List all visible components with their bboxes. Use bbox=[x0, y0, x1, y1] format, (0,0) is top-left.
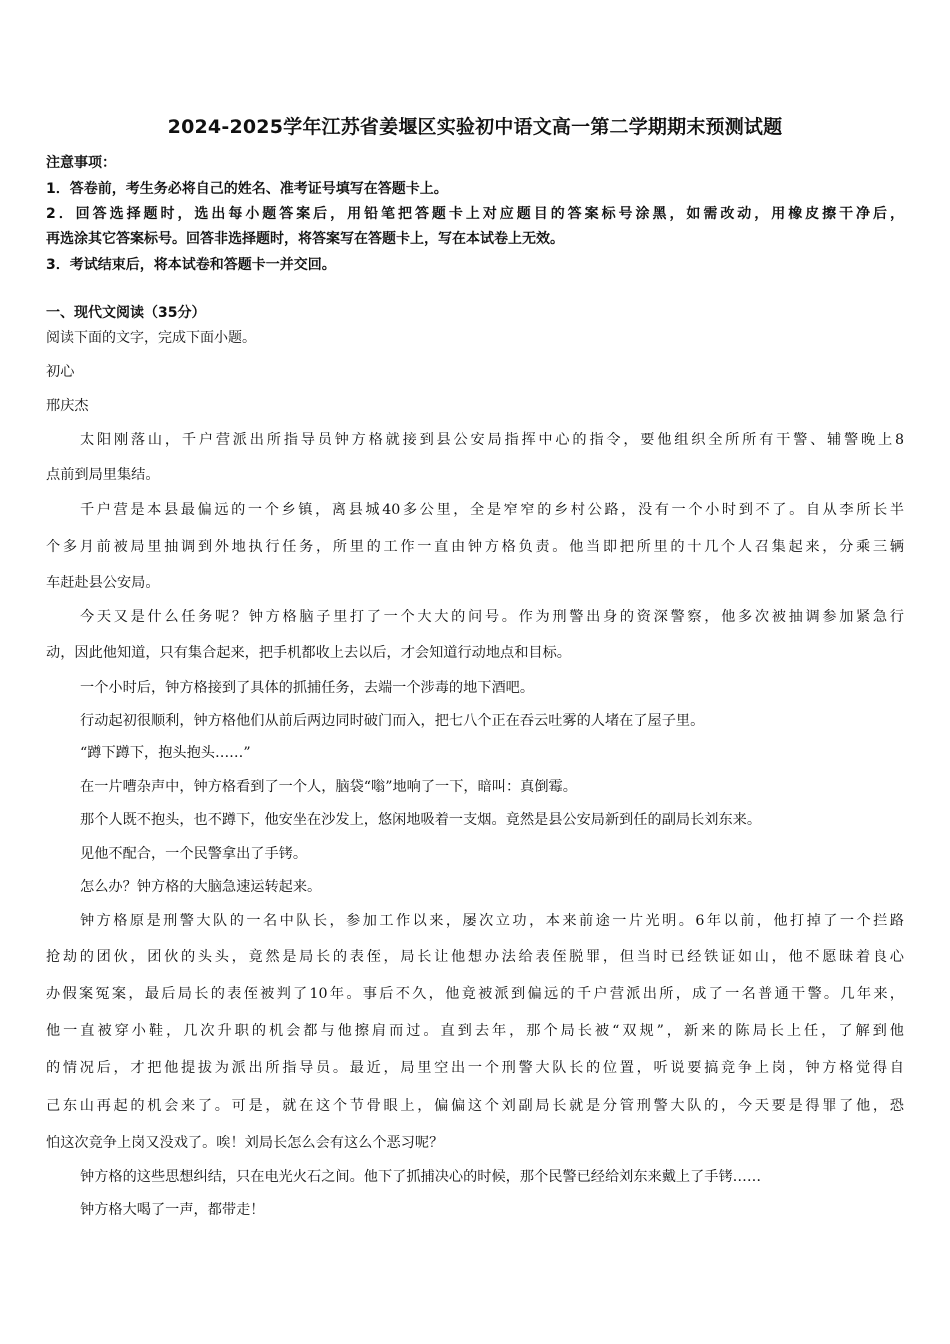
notice-item-2-continued: 再选涂其它答案标号。回答非选择题时，将答案写在答题卡上，写在本试卷上无效。 bbox=[46, 231, 564, 247]
text-line: 见他不配合，一个民警拿出了手铐。 bbox=[80, 846, 308, 862]
text-line: 太阳刚落山，千户营派出所指导员钟方格就接到县公安局指挥中心的指令，要他组织全所所有干警、辅警晚上8 bbox=[80, 432, 904, 448]
section-instruction: 阅读下面的文字，完成下面小题。 bbox=[46, 330, 256, 346]
text-line: 个多月前被局里抽调到外地执行任务，所里的工作一直由钟方格负责。他当即把所里的十几个人召集起来，分乘三辆 bbox=[46, 539, 904, 555]
text-line: “蹲下蹲下，抱头抱头……” bbox=[80, 745, 251, 761]
text-line: 千户营是本县最偏远的一个乡镇，离县城40多公里，全是窄窄的乡村公路，没有一个小时到不了。自从李所长半 bbox=[80, 502, 904, 518]
text-line: 怕这次竞争上岗又没戏了。唉！刘局长怎么会有这么个恶习呢？ bbox=[46, 1135, 444, 1151]
text-line: 在一片嘈杂声中，钟方格看到了一个人，脑袋“嗡”地响了一下，暗叫：真倒霉。 bbox=[80, 779, 577, 795]
text-line: 点前到局里集结。 bbox=[46, 467, 160, 483]
text-line: 的情况后，才把他提拔为派出所指导员。最近，局里空出一个刑警大队长的位置，听说要搞竞争上岗，钟方格觉得自 bbox=[46, 1060, 904, 1076]
text-line: 己东山再起的机会来了。可是，就在这个节骨眼上，偏偏这个刘副局长就是分管刑警大队的，今天要是得罪了他，恐 bbox=[46, 1098, 904, 1114]
text-line: 怎么办？钟方格的大脑急速运转起来。 bbox=[80, 879, 322, 895]
section-heading: 一、现代文阅读（35分） bbox=[46, 305, 206, 321]
text-line: 一个小时后，钟方格接到了具体的抓捕任务，去端一个涉毒的地下酒吧。 bbox=[80, 680, 535, 696]
notice-item-2: 2．回答选择题时，选出每小题答案后，用铅笔把答题卡上对应题目的答案标号涂黑，如需改动，用橡皮擦干净后， bbox=[46, 206, 904, 222]
notice-item-1: 1．答卷前，考生务必将自己的姓名、准考证号填写在答题卡上。 bbox=[46, 181, 448, 197]
text-line: 车赶赴县公安局。 bbox=[46, 575, 160, 591]
notice-item-3: 3．考试结束后，将本试卷和答题卡一并交回。 bbox=[46, 257, 336, 273]
text-line: 今天又是什么任务呢？钟方格脑子里打了一个大大的问号。作为刑警出身的资深警察，他多次被抽调参加紧急行 bbox=[80, 609, 904, 625]
text-line: 行动起初很顺利，钟方格他们从前后两边同时破门而入，把七八个正在吞云吐雾的人堵在了屋子里。 bbox=[80, 713, 705, 729]
story-title: 初心 bbox=[46, 364, 75, 380]
story-author: 邢庆杰 bbox=[46, 398, 89, 414]
text-line: 办假案冤案，最后局长的表侄被判了10年。事后不久，他竟被派到偏远的千户营派出所，成了一名普通干警。几年来， bbox=[46, 986, 904, 1002]
document-title: 2024-2025学年江苏省姜堰区实验初中语文高一第二学期期末预测试题 bbox=[167, 116, 783, 138]
notice-heading: 注意事项： bbox=[46, 155, 116, 171]
text-line: 他一直被穿小鞋，几次升职的机会都与他擦肩而过。直到去年，那个局长被“双规”，新来的陈局长上任，了解到他 bbox=[46, 1023, 904, 1039]
text-line: 动，因此他知道，只有集合起来，把手机都收上去以后，才会知道行动地点和目标。 bbox=[46, 645, 571, 661]
text-line: 钟方格大喝了一声，都带走！ bbox=[80, 1202, 265, 1218]
text-line: 钟方格的这些思想纠结，只在电光火石之间。他下了抓捕决心的时候，那个民警已经给刘东来戴上了手铐…… bbox=[80, 1169, 762, 1185]
text-line: 那个人既不抱头，也不蹲下，他安坐在沙发上，悠闲地吸着一支烟。竟然是县公安局新到任的副局长刘东来。 bbox=[80, 812, 762, 828]
text-line: 钟方格原是刑警大队的一名中队长，参加工作以来，屡次立功，本来前途一片光明。6年以前，他打掉了一个拦路 bbox=[80, 913, 904, 929]
text-line: 抢劫的团伙，团伙的头头，竟然是局长的表侄，局长让他想办法给表侄脱罪，但当时已经铁证如山，他不愿昧着良心 bbox=[46, 949, 904, 965]
